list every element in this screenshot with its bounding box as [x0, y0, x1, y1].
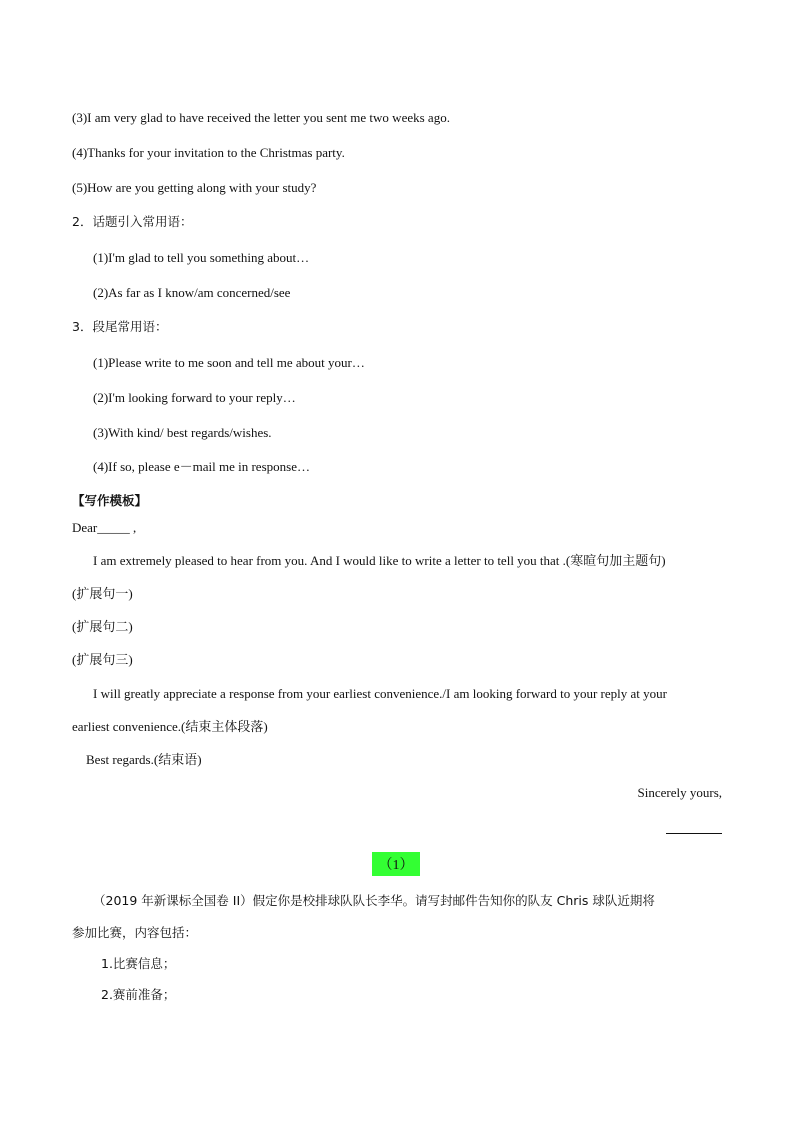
section3-item-3: (3)With kind/ best regards/wishes.	[93, 425, 272, 440]
template-expand-1: (扩展句一)	[72, 586, 133, 601]
template-title: 【写作模板】	[72, 493, 148, 508]
template-expand-2: (扩展句二)	[72, 619, 133, 634]
template-closing-line-1: I will greatly appreciate a response from your earliest convenience./I am looking forward to your reply at your	[93, 686, 667, 701]
template-signoff: Sincerely yours,	[637, 785, 722, 800]
section3-item-2: (2)I'm looking forward to your reply…	[93, 390, 296, 405]
section2-heading: 2．话题引入常用语：	[72, 214, 193, 229]
exercise-number-badge	[372, 852, 420, 876]
template-closing-line-2: earliest convenience.(结束主体段落)	[72, 719, 268, 734]
template-salutation: Dear_____ ,	[72, 520, 137, 535]
greeting-line-3: (3)I am very glad to have received the letter you sent me two weeks ago.	[72, 110, 450, 125]
greeting-line-5: (5)How are you getting along with your study?	[72, 180, 317, 195]
exercise-point-1: 1.比赛信息；	[101, 956, 176, 971]
template-opening: I am extremely pleased to hear from you. And I would like to write a letter to tell you that .(寒暄句加主题句)	[93, 553, 666, 568]
template-regards: Best regards.(结束语)	[86, 752, 202, 767]
section3-item-1: (1)Please write to me soon and tell me about your…	[93, 355, 365, 370]
section3-heading: 3．段尾常用语：	[72, 319, 168, 334]
signature-line	[666, 833, 722, 834]
section2-item-1: (1)I'm glad to tell you something about…	[93, 250, 310, 265]
exercise-prompt-line-1: （2019 年新课标全国卷 II）假定你是校排球队队长李华。请写封邮件告知你的队友 Chris 球队近期将	[93, 893, 655, 908]
greeting-line-4: (4)Thanks for your invitation to the Christmas party.	[72, 145, 345, 160]
template-expand-3: (扩展句三)	[72, 652, 133, 667]
exercise-point-2: 2.赛前准备；	[101, 987, 176, 1002]
section2-item-2: (2)As far as I know/am concerned/see	[93, 285, 291, 300]
exercise-prompt-line-2: 参加比赛，内容包括：	[72, 925, 198, 940]
exercise-number: （1）	[378, 858, 414, 873]
section3-item-4: (4)If so, please e－mail me in response…	[93, 459, 310, 474]
